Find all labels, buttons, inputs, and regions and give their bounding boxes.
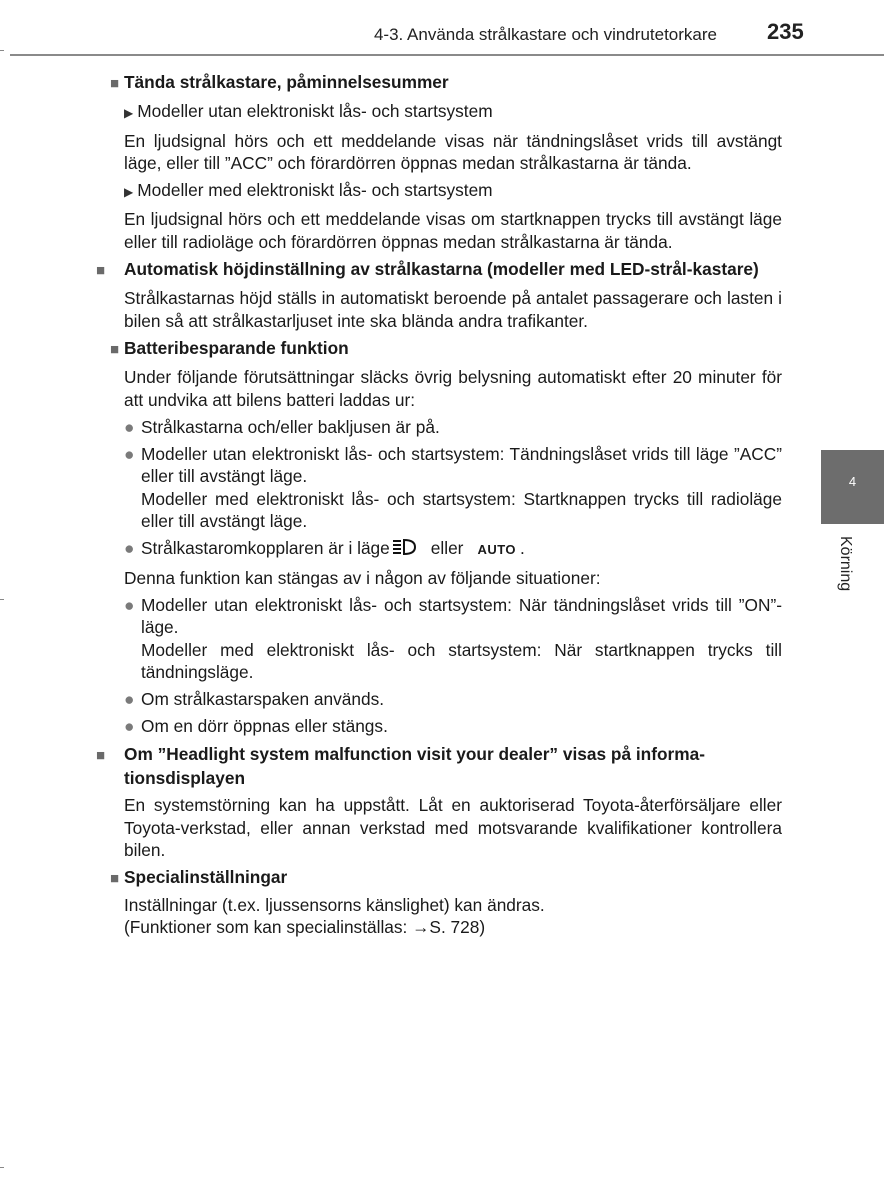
model-subheading: ▶ Modeller med elektroniskt lås- och startsystem	[124, 180, 493, 201]
dot-bullet-icon: ●	[124, 689, 135, 710]
section-title: 4-3. Använda strålkastare och vindrutetorkare	[373, 25, 717, 44]
square-bullet-icon: ■	[110, 75, 120, 92]
chapter-label: Körning	[837, 536, 854, 592]
page-number: 235	[767, 19, 804, 44]
triangle-arrow-icon: ▶	[124, 185, 134, 200]
list-item: ● Modeller utan elektroniskt lås- och startsystem: När tändningslåset vrids till ”ON”-läge.	[124, 594, 782, 638]
auto-icon: AUTO	[477, 542, 517, 558]
list-item-continuation: Modeller med elektroniskt lås- och startsystem: När startknappen trycks till tändningsläge.	[141, 639, 782, 682]
dot-bullet-icon: ●	[124, 416, 135, 437]
paragraph: Denna funktion kan stängas av i någon av följande situationer:	[124, 567, 601, 588]
triangle-arrow-icon: ▶	[124, 106, 134, 121]
paragraph: En systemstörning kan ha uppstått. Låt en auktoriserad Toyota-återförsäljare eller Toyota-verkstad, eller annan verkstad med motsvarande kvalifikationer kontrollera bilen.	[124, 795, 782, 860]
paragraph: En ljudsignal hörs och ett meddelande visas om startknappen trycks till avstängt läge eller till radioläge och förardörren öppnas medan strålkastarna är tända.	[124, 209, 782, 252]
dot-bullet-icon: ●	[124, 538, 135, 559]
list-item: ● Strålkastaromkopplaren är i läge eller AUTO .	[124, 537, 782, 561]
square-bullet-icon: ■	[96, 262, 106, 280]
page-content	[96, 66, 782, 938]
dot-bullet-icon: ●	[124, 716, 135, 737]
chapter-tab[interactable]	[821, 450, 884, 524]
list-item: ● Modeller utan elektroniskt lås- och startsystem: Tändningslåset vrids till läge ”ACC” eller till avstängt läge.	[124, 444, 782, 487]
section-heading: ■ Tända strålkastare, påminnelsesummer	[110, 71, 782, 95]
dot-bullet-icon: ●	[124, 594, 135, 615]
chapter-number: 4	[848, 474, 857, 489]
square-bullet-icon: ■	[96, 746, 106, 764]
paragraph: Inställningar (t.ex. ljussensorns känslighet) kan ändras.	[124, 894, 545, 915]
crop-mark	[0, 1167, 4, 1168]
square-bullet-icon: ■	[110, 870, 120, 888]
list-item: ● Om strålkastarspaken används.	[124, 689, 385, 710]
section-heading: ■ Automatisk höjdinställning av strålkastarna (modeller med LED-strål-kastare)	[110, 258, 782, 282]
section-heading: ■ Batteribesparande funktion	[110, 337, 782, 361]
crop-mark	[0, 599, 4, 600]
paragraph: Under följande förutsättningar släcks övrig belysning automatiskt efter 20 minuter för att undvika att bilens batteri laddas ur:	[124, 367, 782, 410]
page-reference[interactable]: (Funktioner som kan specialinställas: →S. 728)	[124, 916, 486, 937]
section-heading: ■ Specialinställningar	[110, 866, 782, 890]
paragraph: Strålkastarnas höjd ställs in automatiskt beroende på antalet passagerare och lasten i bilen så att strålkastarljuset inte ska blända andra trafikanter.	[124, 288, 782, 331]
paragraph: En ljudsignal hörs och ett meddelande visas när tändningslåset vrids till avstängt läge, eller till ”ACC” och förardörren öppnas medan strålkastarna är tända.	[124, 130, 782, 173]
list-item-continuation: Modeller med elektroniskt lås- och startsystem: Startknappen trycks till radioläge eller till avstängt läge.	[141, 488, 782, 532]
model-subheading: ▶ Modeller utan elektroniskt lås- och startsystem	[124, 101, 493, 122]
header-rule	[10, 54, 884, 56]
section-heading: ■ Om ”Headlight system malfunction visit your dealer” visas på informa-tionsdisplayen	[96, 743, 705, 789]
crop-mark	[0, 50, 4, 51]
list-item: ● Om en dörr öppnas eller stängs.	[124, 716, 388, 737]
dot-bullet-icon: ●	[124, 444, 135, 465]
headlight-icon	[408, 538, 417, 561]
square-bullet-icon: ■	[110, 340, 120, 358]
list-item: ● Strålkastarna och/eller bakljusen är på.	[124, 416, 440, 437]
